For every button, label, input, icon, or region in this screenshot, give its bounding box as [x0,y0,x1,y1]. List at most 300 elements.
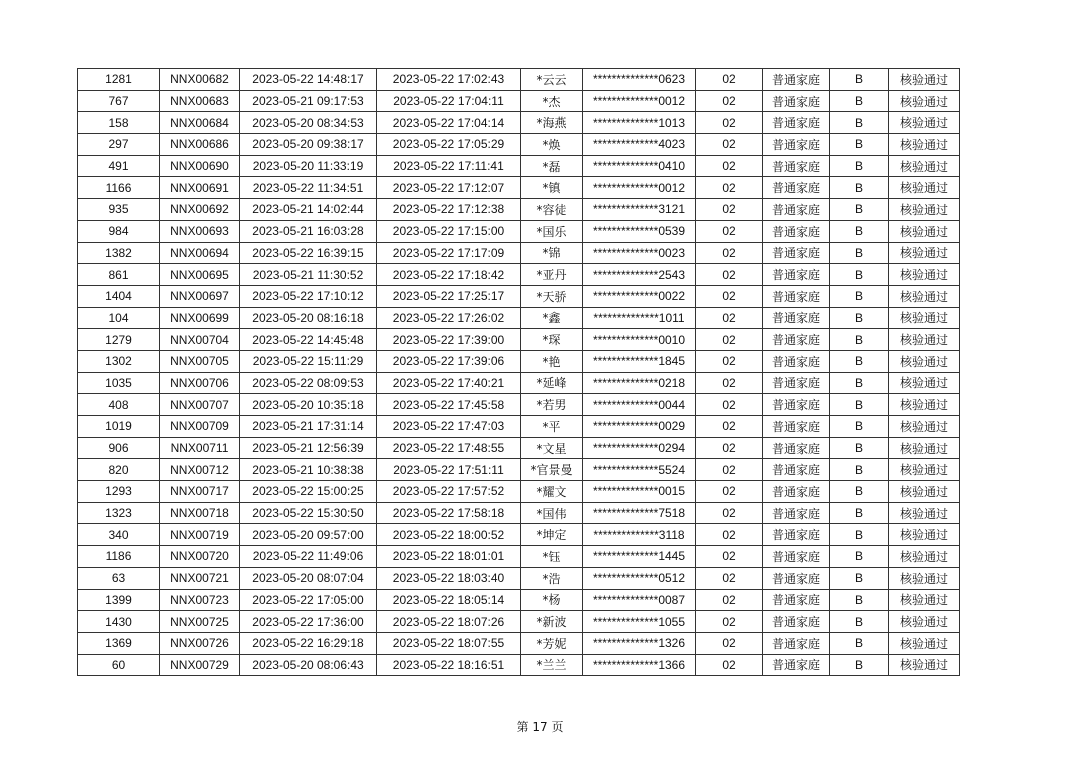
applicant-name-cell: *云云 [521,69,583,91]
submit-time-cell: 2023-05-22 16:39:15 [240,242,377,264]
category-cell: B [830,220,889,242]
row-number-cell: 767 [78,90,160,112]
application-id-cell: NNX00717 [160,481,240,503]
row-number-cell: 297 [78,134,160,156]
applicant-name-cell: *琛 [521,329,583,351]
submit-time-cell: 2023-05-21 14:02:44 [240,199,377,221]
id-number-cell: **************1055 [583,611,696,633]
table-row [78,372,960,394]
review-status-cell: 核验通过 [889,524,960,546]
row-number-cell: 820 [78,459,160,481]
table-row [78,546,960,568]
review-status-cell: 核验通过 [889,632,960,654]
category-cell: B [830,437,889,459]
row-number-cell: 1019 [78,416,160,438]
table-row [78,481,960,503]
submit-time-cell: 2023-05-22 15:30:50 [240,502,377,524]
application-id-cell: NNX00691 [160,177,240,199]
id-number-cell: **************5524 [583,459,696,481]
applicant-name-cell: *文星 [521,437,583,459]
application-id-cell: NNX00706 [160,372,240,394]
submit-time-cell: 2023-05-20 09:57:00 [240,524,377,546]
row-number-cell: 1279 [78,329,160,351]
table-row [78,632,960,654]
submit-time-cell: 2023-05-22 14:48:17 [240,69,377,91]
applicant-name-cell: *国伟 [521,502,583,524]
application-id-cell: NNX00686 [160,134,240,156]
id-number-cell: **************2543 [583,264,696,286]
submit-time-cell: 2023-05-21 16:03:28 [240,220,377,242]
review-status-cell: 核验通过 [889,155,960,177]
row-number-cell: 1382 [78,242,160,264]
review-status-cell: 核验通过 [889,567,960,589]
row-number-cell: 1369 [78,632,160,654]
household-type-cell: 普通家庭 [763,134,830,156]
code-cell: 02 [696,416,763,438]
category-cell: B [830,611,889,633]
table-row [78,654,960,676]
submit-time-cell: 2023-05-20 10:35:18 [240,394,377,416]
row-number-cell: 104 [78,307,160,329]
code-cell: 02 [696,481,763,503]
household-type-cell: 普通家庭 [763,567,830,589]
code-cell: 02 [696,177,763,199]
category-cell: B [830,285,889,307]
category-cell: B [830,524,889,546]
submit-time-cell: 2023-05-22 11:34:51 [240,177,377,199]
row-number-cell: 340 [78,524,160,546]
application-id-cell: NNX00699 [160,307,240,329]
application-id-cell: NNX00719 [160,524,240,546]
code-cell: 02 [696,307,763,329]
household-type-cell: 普通家庭 [763,329,830,351]
applicant-name-cell: *芳妮 [521,632,583,654]
table-row [78,220,960,242]
review-time-cell: 2023-05-22 17:25:17 [377,285,521,307]
table-row [78,350,960,372]
applicant-name-cell: *新波 [521,611,583,633]
applicant-name-cell: *官景曼 [521,459,583,481]
id-number-cell: **************1013 [583,112,696,134]
applicant-name-cell: *国乐 [521,220,583,242]
code-cell: 02 [696,350,763,372]
review-status-cell: 核验通过 [889,654,960,676]
application-id-cell: NNX00729 [160,654,240,676]
household-type-cell: 普通家庭 [763,155,830,177]
review-time-cell: 2023-05-22 18:07:55 [377,632,521,654]
table-row [78,199,960,221]
submit-time-cell: 2023-05-20 08:16:18 [240,307,377,329]
id-number-cell: **************0029 [583,416,696,438]
applicant-name-cell: *焕 [521,134,583,156]
id-number-cell: **************1445 [583,546,696,568]
code-cell: 02 [696,199,763,221]
table-row [78,502,960,524]
records-table [77,68,960,676]
review-status-cell: 核验通过 [889,459,960,481]
table-row [78,69,960,91]
row-number-cell: 1166 [78,177,160,199]
code-cell: 02 [696,611,763,633]
household-type-cell: 普通家庭 [763,481,830,503]
household-type-cell: 普通家庭 [763,502,830,524]
review-time-cell: 2023-05-22 17:26:02 [377,307,521,329]
code-cell: 02 [696,546,763,568]
review-time-cell: 2023-05-22 17:18:42 [377,264,521,286]
application-id-cell: NNX00721 [160,567,240,589]
category-cell: B [830,481,889,503]
household-type-cell: 普通家庭 [763,350,830,372]
category-cell: B [830,416,889,438]
review-time-cell: 2023-05-22 18:00:52 [377,524,521,546]
row-number-cell: 906 [78,437,160,459]
row-number-cell: 861 [78,264,160,286]
application-id-cell: NNX00726 [160,632,240,654]
review-status-cell: 核验通过 [889,220,960,242]
row-number-cell: 984 [78,220,160,242]
household-type-cell: 普通家庭 [763,632,830,654]
review-status-cell: 核验通过 [889,199,960,221]
application-id-cell: NNX00709 [160,416,240,438]
code-cell: 02 [696,329,763,351]
code-cell: 02 [696,90,763,112]
applicant-name-cell: *艳 [521,350,583,372]
category-cell: B [830,502,889,524]
id-number-cell: **************0012 [583,177,696,199]
application-id-cell: NNX00711 [160,437,240,459]
row-number-cell: 1399 [78,589,160,611]
review-status-cell: 核验通过 [889,90,960,112]
submit-time-cell: 2023-05-22 14:45:48 [240,329,377,351]
household-type-cell: 普通家庭 [763,611,830,633]
category-cell: B [830,394,889,416]
review-time-cell: 2023-05-22 17:39:00 [377,329,521,351]
id-number-cell: **************0015 [583,481,696,503]
household-type-cell: 普通家庭 [763,264,830,286]
code-cell: 02 [696,654,763,676]
page-number: 第 17 页 [516,720,564,734]
category-cell: B [830,242,889,264]
review-status-cell: 核验通过 [889,372,960,394]
review-status-cell: 核验通过 [889,264,960,286]
category-cell: B [830,134,889,156]
id-number-cell: **************3121 [583,199,696,221]
review-time-cell: 2023-05-22 17:04:14 [377,112,521,134]
submit-time-cell: 2023-05-21 12:56:39 [240,437,377,459]
submit-time-cell: 2023-05-22 17:05:00 [240,589,377,611]
table-row [78,329,960,351]
id-number-cell: **************1845 [583,350,696,372]
table-row [78,112,960,134]
submit-time-cell: 2023-05-20 08:06:43 [240,654,377,676]
review-status-cell: 核验通过 [889,611,960,633]
code-cell: 02 [696,459,763,481]
review-time-cell: 2023-05-22 17:15:00 [377,220,521,242]
row-number-cell: 935 [78,199,160,221]
category-cell: B [830,459,889,481]
submit-time-cell: 2023-05-21 10:38:38 [240,459,377,481]
table-row [78,264,960,286]
review-time-cell: 2023-05-22 17:58:18 [377,502,521,524]
review-status-cell: 核验通过 [889,177,960,199]
code-cell: 02 [696,242,763,264]
id-number-cell: **************1011 [583,307,696,329]
household-type-cell: 普通家庭 [763,459,830,481]
application-id-cell: NNX00707 [160,394,240,416]
id-number-cell: **************7518 [583,502,696,524]
applicant-name-cell: *镇 [521,177,583,199]
applicant-name-cell: *容徒 [521,199,583,221]
household-type-cell: 普通家庭 [763,69,830,91]
category-cell: B [830,177,889,199]
household-type-cell: 普通家庭 [763,220,830,242]
code-cell: 02 [696,372,763,394]
submit-time-cell: 2023-05-22 16:29:18 [240,632,377,654]
submit-time-cell: 2023-05-22 17:36:00 [240,611,377,633]
submit-time-cell: 2023-05-22 08:09:53 [240,372,377,394]
applicant-name-cell: *亚丹 [521,264,583,286]
code-cell: 02 [696,264,763,286]
household-type-cell: 普通家庭 [763,307,830,329]
review-status-cell: 核验通过 [889,307,960,329]
submit-time-cell: 2023-05-22 15:00:25 [240,481,377,503]
review-time-cell: 2023-05-22 17:12:38 [377,199,521,221]
review-time-cell: 2023-05-22 17:39:06 [377,350,521,372]
table-row [78,155,960,177]
application-id-cell: NNX00682 [160,69,240,91]
submit-time-cell: 2023-05-21 09:17:53 [240,90,377,112]
table-body [78,69,960,676]
household-type-cell: 普通家庭 [763,437,830,459]
review-status-cell: 核验通过 [889,350,960,372]
review-time-cell: 2023-05-22 17:04:11 [377,90,521,112]
submit-time-cell: 2023-05-20 08:34:53 [240,112,377,134]
code-cell: 02 [696,394,763,416]
applicant-name-cell: *兰兰 [521,654,583,676]
applicant-name-cell: *钰 [521,546,583,568]
table-row [78,589,960,611]
table-row [78,437,960,459]
table-row [78,307,960,329]
household-type-cell: 普通家庭 [763,546,830,568]
application-id-cell: NNX00695 [160,264,240,286]
applicant-name-cell: *锦 [521,242,583,264]
table-row [78,459,960,481]
code-cell: 02 [696,134,763,156]
submit-time-cell: 2023-05-22 15:11:29 [240,350,377,372]
review-status-cell: 核验通过 [889,589,960,611]
review-time-cell: 2023-05-22 17:02:43 [377,69,521,91]
table-row [78,524,960,546]
applicant-name-cell: *延峰 [521,372,583,394]
category-cell: B [830,329,889,351]
code-cell: 02 [696,502,763,524]
category-cell: B [830,372,889,394]
row-number-cell: 1404 [78,285,160,307]
application-id-cell: NNX00694 [160,242,240,264]
table-row [78,134,960,156]
code-cell: 02 [696,524,763,546]
row-number-cell: 1281 [78,69,160,91]
id-number-cell: **************0294 [583,437,696,459]
applicant-name-cell: *天骄 [521,285,583,307]
application-id-cell: NNX00723 [160,589,240,611]
category-cell: B [830,632,889,654]
category-cell: B [830,199,889,221]
id-number-cell: **************0010 [583,329,696,351]
category-cell: B [830,350,889,372]
review-status-cell: 核验通过 [889,112,960,134]
id-number-cell: **************0512 [583,567,696,589]
household-type-cell: 普通家庭 [763,242,830,264]
application-id-cell: NNX00693 [160,220,240,242]
review-time-cell: 2023-05-22 18:03:40 [377,567,521,589]
table-row [78,611,960,633]
id-number-cell: **************1366 [583,654,696,676]
applicant-name-cell: *若男 [521,394,583,416]
id-number-cell: **************0022 [583,285,696,307]
review-time-cell: 2023-05-22 17:47:03 [377,416,521,438]
row-number-cell: 158 [78,112,160,134]
review-time-cell: 2023-05-22 17:17:09 [377,242,521,264]
submit-time-cell: 2023-05-22 17:10:12 [240,285,377,307]
applicant-name-cell: *杨 [521,589,583,611]
row-number-cell: 1323 [78,502,160,524]
review-time-cell: 2023-05-22 18:16:51 [377,654,521,676]
row-number-cell: 1035 [78,372,160,394]
code-cell: 02 [696,69,763,91]
row-number-cell: 1293 [78,481,160,503]
application-id-cell: NNX00720 [160,546,240,568]
table-row [78,416,960,438]
code-cell: 02 [696,437,763,459]
review-status-cell: 核验通过 [889,134,960,156]
id-number-cell: **************3118 [583,524,696,546]
category-cell: B [830,546,889,568]
row-number-cell: 1186 [78,546,160,568]
code-cell: 02 [696,567,763,589]
household-type-cell: 普通家庭 [763,285,830,307]
application-id-cell: NNX00725 [160,611,240,633]
household-type-cell: 普通家庭 [763,416,830,438]
id-number-cell: **************0410 [583,155,696,177]
application-id-cell: NNX00718 [160,502,240,524]
row-number-cell: 1430 [78,611,160,633]
review-time-cell: 2023-05-22 17:05:29 [377,134,521,156]
review-status-cell: 核验通过 [889,329,960,351]
category-cell: B [830,112,889,134]
household-type-cell: 普通家庭 [763,372,830,394]
code-cell: 02 [696,220,763,242]
id-number-cell: **************1326 [583,632,696,654]
application-id-cell: NNX00712 [160,459,240,481]
review-status-cell: 核验通过 [889,394,960,416]
review-status-cell: 核验通过 [889,481,960,503]
applicant-name-cell: *海燕 [521,112,583,134]
category-cell: B [830,264,889,286]
category-cell: B [830,654,889,676]
household-type-cell: 普通家庭 [763,112,830,134]
row-number-cell: 491 [78,155,160,177]
id-number-cell: **************0087 [583,589,696,611]
category-cell: B [830,567,889,589]
table-row [78,285,960,307]
application-id-cell: NNX00692 [160,199,240,221]
applicant-name-cell: *平 [521,416,583,438]
review-status-cell: 核验通过 [889,416,960,438]
application-id-cell: NNX00683 [160,90,240,112]
review-time-cell: 2023-05-22 17:51:11 [377,459,521,481]
id-number-cell: **************4023 [583,134,696,156]
review-status-cell: 核验通过 [889,242,960,264]
code-cell: 02 [696,285,763,307]
review-status-cell: 核验通过 [889,437,960,459]
category-cell: B [830,155,889,177]
id-number-cell: **************0023 [583,242,696,264]
row-number-cell: 408 [78,394,160,416]
category-cell: B [830,90,889,112]
applicant-name-cell: *鑫 [521,307,583,329]
review-time-cell: 2023-05-22 18:01:01 [377,546,521,568]
review-time-cell: 2023-05-22 18:07:26 [377,611,521,633]
row-number-cell: 1302 [78,350,160,372]
id-number-cell: **************0012 [583,90,696,112]
household-type-cell: 普通家庭 [763,394,830,416]
review-status-cell: 核验通过 [889,285,960,307]
code-cell: 02 [696,632,763,654]
id-number-cell: **************0539 [583,220,696,242]
table-row [78,90,960,112]
household-type-cell: 普通家庭 [763,199,830,221]
submit-time-cell: 2023-05-21 11:30:52 [240,264,377,286]
submit-time-cell: 2023-05-22 11:49:06 [240,546,377,568]
application-id-cell: NNX00697 [160,285,240,307]
id-number-cell: **************0044 [583,394,696,416]
submit-time-cell: 2023-05-21 17:31:14 [240,416,377,438]
review-status-cell: 核验通过 [889,69,960,91]
review-time-cell: 2023-05-22 17:11:41 [377,155,521,177]
submit-time-cell: 2023-05-20 09:38:17 [240,134,377,156]
review-time-cell: 2023-05-22 17:45:58 [377,394,521,416]
table-row [78,177,960,199]
submit-time-cell: 2023-05-20 11:33:19 [240,155,377,177]
application-id-cell: NNX00705 [160,350,240,372]
table-row [78,242,960,264]
household-type-cell: 普通家庭 [763,524,830,546]
review-time-cell: 2023-05-22 18:05:14 [377,589,521,611]
review-status-cell: 核验通过 [889,502,960,524]
code-cell: 02 [696,589,763,611]
id-number-cell: **************0623 [583,69,696,91]
review-time-cell: 2023-05-22 17:12:07 [377,177,521,199]
household-type-cell: 普通家庭 [763,654,830,676]
id-number-cell: **************0218 [583,372,696,394]
review-status-cell: 核验通过 [889,546,960,568]
category-cell: B [830,589,889,611]
applicant-name-cell: *浩 [521,567,583,589]
row-number-cell: 63 [78,567,160,589]
household-type-cell: 普通家庭 [763,177,830,199]
table-row [78,394,960,416]
applicant-name-cell: *杰 [521,90,583,112]
applicant-name-cell: *耀文 [521,481,583,503]
row-number-cell: 60 [78,654,160,676]
submit-time-cell: 2023-05-20 08:07:04 [240,567,377,589]
review-time-cell: 2023-05-22 17:40:21 [377,372,521,394]
review-time-cell: 2023-05-22 17:57:52 [377,481,521,503]
table-row [78,567,960,589]
review-time-cell: 2023-05-22 17:48:55 [377,437,521,459]
